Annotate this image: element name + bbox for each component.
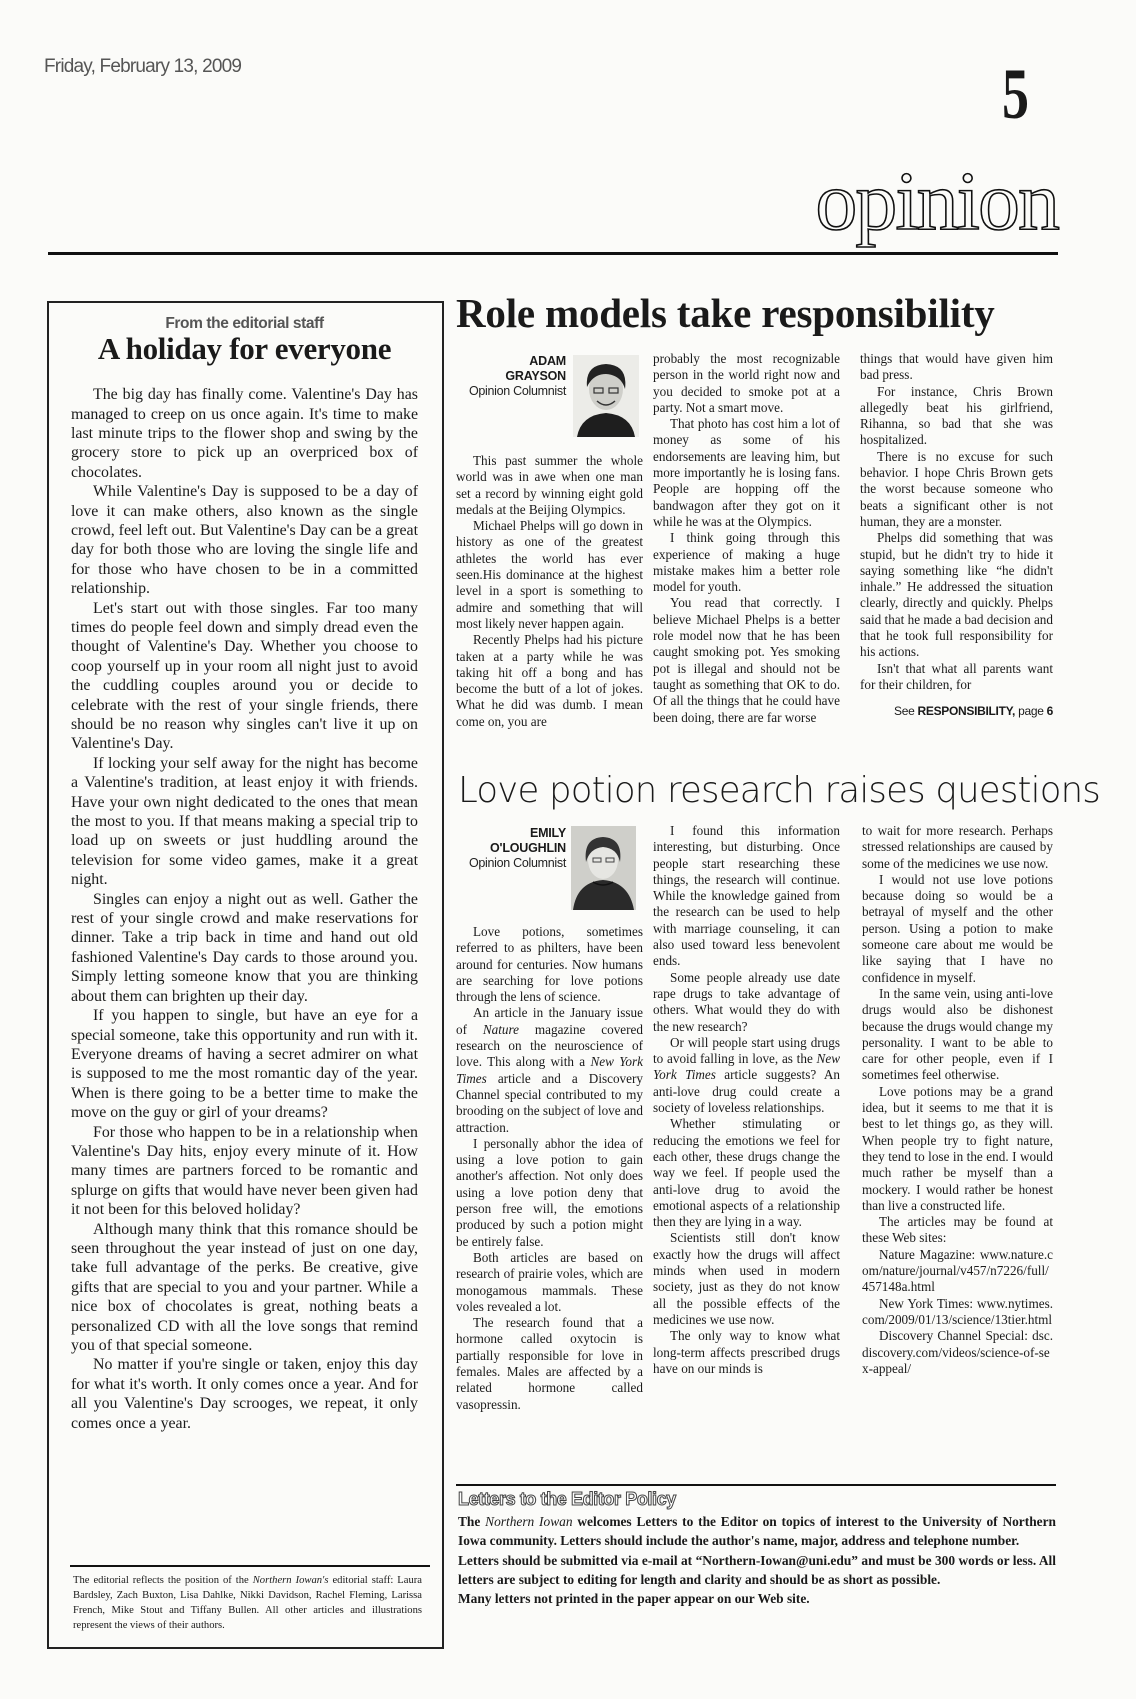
byline [456, 826, 566, 871]
web-link[interactable]: New York Times: www.nytimes.com/2009/01/13/science/13tier.html [862, 1295, 1053, 1327]
paragraph: In the same vein, using anti-love drugs would also be dishonest because the drugs would change my personality. I want to be able to care for other people, even if I sometimes feel otherwise. [862, 985, 1053, 1083]
jump-text: page [1015, 704, 1047, 719]
footnote-text: The editorial reflects the position of the [73, 1575, 253, 1586]
footnote-text: editorial staff: Laura Bardsley, Zach Buxton, Lisa Dahlke, Nikki Davidson, Rachel Fleming, Larissa French, Mike Stout and Tiffany Bullen. All other articles and illustrations represent the views of their authors. [73, 1575, 422, 1631]
paragraph: I think going through this experience of making a huge mistake makes him a better role model for youth. [653, 530, 840, 595]
paragraph: Phelps did something that was stupid, but he didn't try to hide it saying something like “he didn't inhale.” He addressed the situation clearly, directly and quickly. Phelps said that he made a bad decision and that he took full responsibility for his actions. [860, 530, 1053, 660]
article1-column-3 [860, 351, 1053, 720]
paragraph: Both articles are based on research of prairie voles, which are monogamous mammals. These voles revealed a lot. [456, 1249, 643, 1314]
author-photo [573, 355, 639, 437]
portrait-icon [573, 355, 639, 437]
page-number: 5 [1002, 54, 1029, 134]
paragraph: The big day has finally come. Valentine's Day has managed to creep on us once again. It's time to make last minute trips to the flower shop and swing by the grocery store to pick up an overpriced box of chocolates. [71, 386, 418, 481]
paragraph: For those who happen to be in a relationship when Valentine's Day hits, enjoy every minute of it. How many times are partners forced to be romantic and splurge on gifts that would have never been given had it not been for this beloved holiday? [71, 1123, 418, 1219]
paragraph: For instance, Chris Brown allegedly beat his girlfriend, Rihanna, so bad that she was hospitalized. [860, 383, 1053, 448]
continued-on-link[interactable] [860, 703, 1053, 719]
article1-column-1 [456, 453, 643, 730]
paragraph: Singles can enjoy a night out as well. Gather the rest of your single crowd and make reservations for dinner. Take a trip back in time and hand out old fashioned Valentine's Day cards to those around you. Simply letting someone know that you are thinking about them can brighten up their day. [71, 890, 418, 1005]
article2-column-1 [456, 924, 643, 1413]
paragraph: The research found that a hormone called oxytocin is partially responsible for love in females. Males are affected by a related hormone called vasopressin. [456, 1315, 643, 1412]
author-last-name: GRAYSON [505, 369, 566, 383]
byline [456, 354, 566, 399]
editorial-box [47, 301, 444, 1649]
jump-keyword: RESPONSIBILITY, [917, 704, 1016, 719]
paragraph: That photo has cost him a lot of money as some of his endorsements are leaving him, but more importantly he is losing fans. People are hopping off the bandwagon after they got on it while he was at the Olympics. [653, 416, 840, 529]
jump-page-number: 6 [1046, 704, 1053, 719]
paragraph: An article in the January issue of Nature magazine covered research on the neuroscience of love. This along with a New York Times article and a Discovery Channel special contributed to my brooding on the subject of love and attraction. [456, 1005, 643, 1135]
letters-policy-body [458, 1512, 1056, 1608]
paragraph: Many letters not printed in the paper appear on our Web site. [458, 1591, 810, 1607]
paragraph: Although many think that this romance should be seen throughout the year instead of just on one day, take full advantage of the perks. Be creative, give gifts that are special to you and your partner. While a nice box of chocolates is great, nothing beats a personalized CD with all the love songs that remind you of that special someone. [71, 1220, 418, 1354]
paragraph: I found this information interesting, but disturbing. Once people start researching these things, the research will continue. While the knowledge gained from the research can be used to help with marriage counseling, it can also used toward less benevolent ends. [653, 823, 840, 969]
paragraph: Scientists still don't know exactly how the drugs will affect minds when used in modern society, just as they do not know all the possible effects of the medicines we use now. [653, 1230, 840, 1327]
web-link[interactable]: Discovery Channel Special: dsc.discovery.com/videos/science-of-sex-appeal/ [862, 1328, 1053, 1376]
paragraph [458, 1512, 1056, 1551]
publication-name: Northern Iowan's [252, 1575, 329, 1586]
article2-column-3 [862, 823, 1053, 1377]
author-role: Opinion Columnist [468, 856, 566, 870]
author-first-name: ADAM [529, 354, 566, 368]
masthead-rule [48, 252, 1058, 255]
letters-policy-heading: Letters to the Editor Policy [458, 1489, 676, 1509]
paragraph: You read that correctly. I believe Michael Phelps is a better role model now that he has been caught smoking pot. Yes smoking pot is illegal and should not be taught as something that OK to do. Of all the things that he could have been doing, there are far worse [653, 595, 840, 725]
section-title: opinion [815, 155, 1058, 248]
paragraph: Let's start out with those singles. Far too many times do people feel down and simply dread even the thought of Valentine's Day. Whether you choose to coop yourself up in your room all night just to avoid the cuddling couples around you or decide to celebrate with the rest of your single friends, there should be no reason why singles can't live it up on Valentine's Day. [71, 599, 418, 753]
paragraph: Love potions, sometimes referred to as philters, have been around for centuries. Now humans are searching for love potions through the lens of science. [456, 924, 643, 1005]
paragraph: Or will people start using drugs to avoid falling in love, as the New York Times article suggests? An anti-love drug could create a society of loveless relationships. [653, 1034, 840, 1116]
jump-text: See [894, 704, 918, 719]
letters-divider [456, 1484, 1056, 1486]
paragraph: Whether stimulating or reducing the emotions we feel for each other, these drugs change the way we feel. If people used the anti-love drug to avoid the emotional aspects of a relationship then they are lying in a way. [653, 1116, 840, 1230]
paragraph: The only way to know what long-term affects prescribed drugs have on our minds is [653, 1328, 840, 1376]
paragraph: Letters should be submitted via e-mail at “Northern-Iowan@uni.edu” and must be 300 words or less. All letters are subject to editing for length and clarity and should be as short as possible. [458, 1552, 1056, 1587]
author-role: Opinion Columnist [468, 384, 566, 398]
paragraph: While Valentine's Day is supposed to be a day of love it can make others, also known as the single crowd, feel left out. But Valentine's Day can be a great day for both those who are loving the single life and for those who have chosen to be in a committed relationship. [71, 483, 418, 598]
editorial-kicker: From the editorial staff [165, 315, 324, 332]
publication-name: Northern Iowan [485, 1514, 573, 1529]
paragraph: Michael Phelps will go down in history as one of the greatest athletes the world has ever seen.His dominance at the highest level in a sport is something to admire and something that will most likely never happen again. [456, 518, 643, 631]
editorial-body [71, 385, 418, 1433]
paragraph: Love potions may be a grand idea, but it seems to me that it is best to let things go, as they will. When people try to fight nature, they tend to lose in the end. I would much rather be myself than a mockery. I would rather be honest than live a constructed life. [862, 1083, 1053, 1213]
paragraph: I personally abhor the idea of using a love potion to gain another's affection. Not only does using a love potion deny that person free will, the emotions produced by such a potion might be entirely false. [456, 1135, 643, 1249]
policy-text: welcomes Letters to the Editor on topics of interest to the University of Northern Iowa community. Letters should include the author's name, major, address and telephone number. [458, 1514, 1056, 1549]
policy-text: The [458, 1514, 486, 1529]
paragraph: Recently Phelps had his picture taken at a party while he was taking hit off a bong and has become the butt of a lot of jokes. What he did was dumb. I mean come on, you are [456, 632, 643, 729]
article2-column-2 [653, 823, 840, 1377]
paragraph: No matter if you're single or taken, enjoy this day for what it's worth. It only comes once a year. And for all you Valentine's Day scrooges, we repeat, it only comes once a year. [71, 1356, 418, 1432]
article-headline: Love potion research raises questions [458, 770, 1101, 811]
paragraph: probably the most recognizable person in the world right now and you decided to smoke pot at a party. Not a smart move. [653, 351, 840, 415]
portrait-icon [571, 826, 636, 910]
web-link[interactable]: Nature Magazine: www.nature.com/nature/journal/v457/n7226/full/457148a.html [862, 1246, 1053, 1295]
paragraph: to wait for more research. Perhaps stressed relationships are caused by some of the medicines we use now. [862, 823, 1053, 871]
author-photo [571, 826, 636, 910]
editorial-divider [70, 1565, 430, 1567]
paragraph: If you happen to single, but have an eye for a special someone, take this opportunity and run with it. Everyone dreams of having a secret admirer on what is supposed to me the most romantic day of the year. When is there going to be a better time to make the move on the guy or girl of your dreams? [71, 1007, 418, 1122]
author-last-name: O'LOUGHLIN [490, 841, 566, 855]
paragraph: things that would have given him bad press. [860, 351, 1053, 383]
editorial-headline: A holiday for everyone [97, 331, 392, 366]
issue-date: Friday, February 13, 2009 [44, 56, 242, 77]
paragraph: If locking your self away for the night has become a Valentine's tradition, at least enjoy it with friends. Have your own night dedicated to the ones that mean the most to you. If that means making a special trip to load up on sweets or just huddling around the television for some video games, make it a great night. [71, 754, 418, 889]
article1-column-2 [653, 351, 840, 726]
author-first-name: EMILY [529, 826, 566, 840]
paragraph: This past summer the whole world was in awe when one man set a record by winning eight gold medals at the Beijing Olympics. [456, 453, 643, 517]
paragraph: I would not use love potions because doing so would be a betrayal of myself and the other person. Using a potion to make someone care about me would be like saying that I have no confidence in myself. [862, 871, 1053, 985]
article-headline: Role models take responsibility [456, 290, 995, 336]
paragraph: There is no excuse for such behavior. I hope Chris Brown gets the worst because someone who beats a significant other is not human, they are a monster. [860, 448, 1053, 529]
paragraph: Isn't that what all parents want for their children, for [860, 660, 1053, 692]
paragraph: Some people already use date rape drugs to take advantage of others. What would they do with the new research? [653, 969, 840, 1034]
paragraph: The articles may be found at these Web sites: [862, 1214, 1053, 1246]
editorial-footnote [73, 1573, 422, 1633]
